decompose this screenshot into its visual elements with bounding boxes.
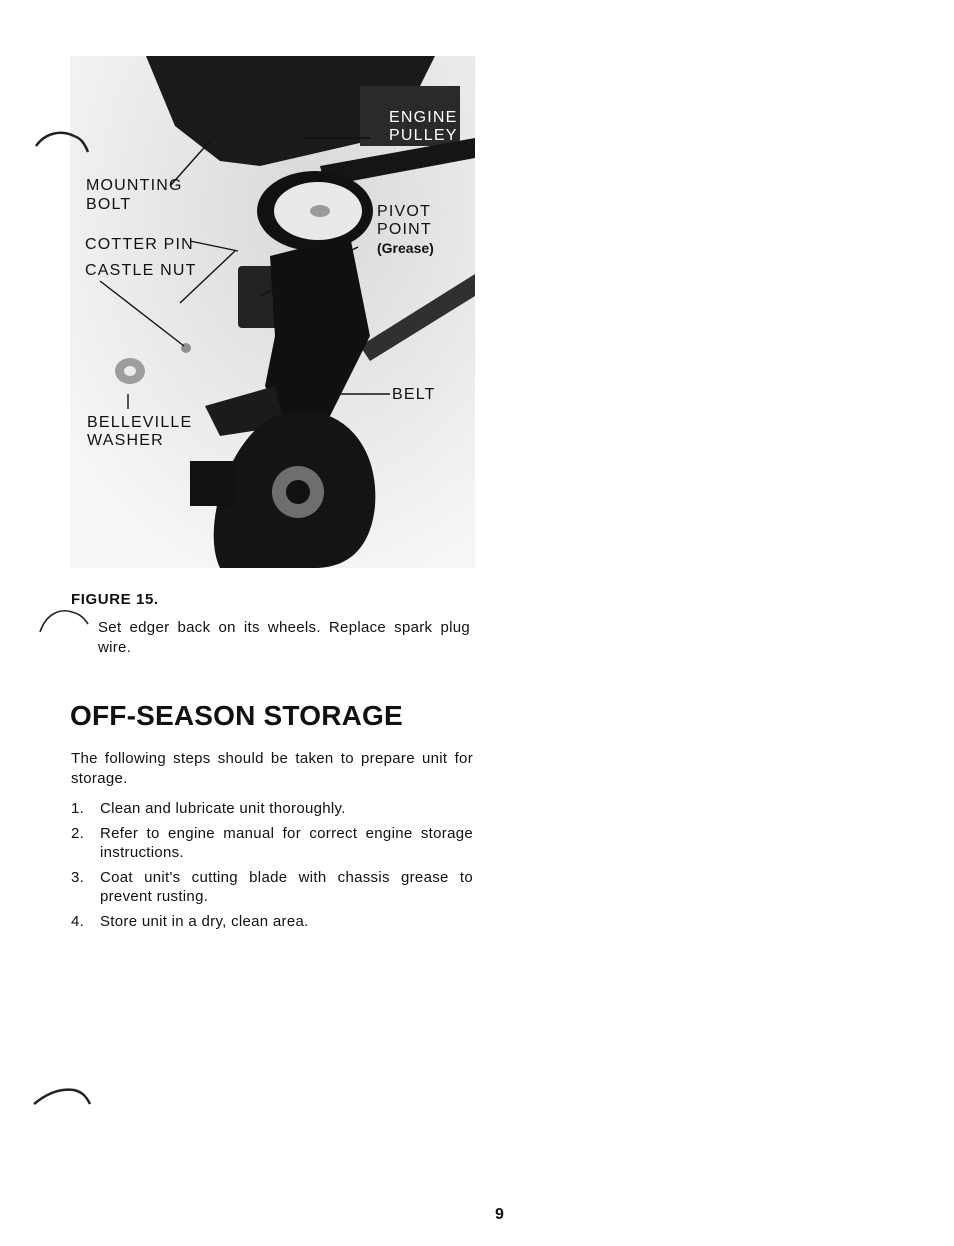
label-mounting: MOUNTING [86, 177, 183, 194]
label-washer: WASHER [87, 432, 164, 449]
binder-mark [38, 604, 93, 634]
label-belt: BELT [392, 386, 436, 403]
list-item [71, 912, 473, 932]
step-text: Coat unit's cutting blade with chassis grease to prevent rusting. [100, 868, 473, 905]
step-number: 4. [71, 912, 85, 930]
label-engine: ENGINE [389, 109, 458, 126]
step-text: Store unit in a dry, clean area. [100, 912, 309, 930]
list-item [71, 868, 473, 907]
label-cotter-pin: COTTER PIN [85, 236, 194, 253]
section-title: OFF-SEASON STORAGE [70, 700, 403, 731]
label-belleville: BELLEVILLE [87, 414, 193, 431]
list-item [71, 799, 473, 819]
step-number: 2. [71, 824, 85, 842]
blade-tab [190, 461, 235, 506]
step-text: Refer to engine manual for correct engine storage instructions. [100, 824, 473, 861]
storage-steps-list [71, 799, 473, 936]
label-point: POINT [377, 221, 432, 238]
label-grease: (Grease) [377, 240, 434, 256]
step-number: 3. [71, 868, 85, 886]
label-bolt: BOLT [86, 196, 132, 213]
step-text: Clean and lubricate unit thoroughly. [100, 800, 346, 817]
list-item [71, 824, 473, 863]
binder-mark [32, 1082, 92, 1112]
intro-paragraph: Set edger back on its wheels. Replace spark plug wire. [98, 619, 470, 656]
figure-caption: FIGURE 15. [71, 591, 159, 608]
binder-mark [34, 128, 94, 158]
step-number: 1. [71, 800, 85, 817]
label-castle-nut: CASTLE NUT [85, 262, 197, 279]
label-pulley: PULLEY [389, 127, 458, 144]
section-lead: The following steps should be taken to prepare unit for storage. [71, 750, 473, 787]
label-pivot: PIVOT [377, 203, 432, 220]
page-number: 9 [495, 1206, 504, 1223]
